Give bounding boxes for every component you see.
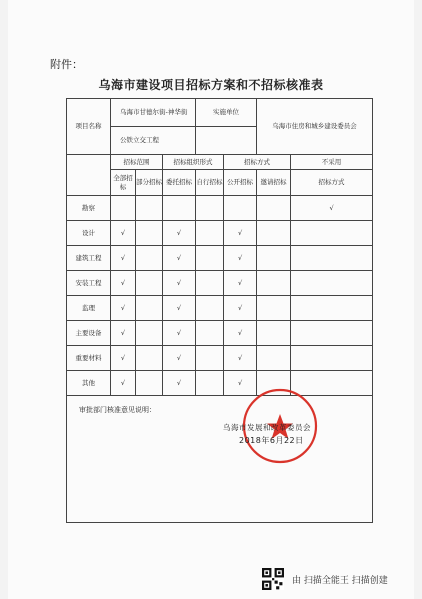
empty-cell — [136, 271, 163, 296]
blank-corner — [67, 155, 111, 196]
empty-cell — [257, 221, 291, 246]
approval-org: 乌海市发展和改革委员会 — [223, 423, 311, 432]
row-item-name: 勘察 — [67, 196, 111, 221]
approval-table — [66, 98, 373, 523]
empty-cell — [291, 321, 373, 346]
empty-cell — [196, 221, 224, 246]
check-mark: √ — [224, 346, 257, 371]
header-public: 公开招标 — [224, 170, 257, 196]
check-mark: √ — [163, 371, 196, 396]
row-item-name: 重要材料 — [67, 346, 111, 371]
empty-cell — [136, 296, 163, 321]
header-entrust: 委托招标 — [163, 170, 196, 196]
empty-cell — [136, 321, 163, 346]
empty-cell — [196, 196, 224, 221]
check-mark: √ — [224, 321, 257, 346]
table-row — [67, 321, 373, 346]
project-name-line2: 公铁立交工程 — [111, 127, 196, 155]
unit-label-cont — [196, 127, 257, 155]
project-name-line1: 乌海市甘德尔街-神华街 — [111, 99, 196, 127]
empty-cell — [196, 371, 224, 396]
header-scope: 招标范围 — [111, 155, 163, 170]
header-no-tender: 不采用 — [291, 155, 373, 170]
unit-value: 乌海市住房和城乡建设委员会 — [257, 99, 373, 155]
check-mark: √ — [163, 321, 196, 346]
empty-cell — [196, 296, 224, 321]
empty-cell — [291, 246, 373, 271]
table-row — [67, 296, 373, 321]
row-item-name: 监理 — [67, 296, 111, 321]
empty-cell — [196, 321, 224, 346]
empty-cell — [291, 221, 373, 246]
check-mark: √ — [163, 346, 196, 371]
empty-cell — [136, 371, 163, 396]
table-row — [67, 221, 373, 246]
approval-cell — [67, 396, 373, 523]
check-mark: √ — [224, 296, 257, 321]
table-row — [67, 196, 373, 221]
empty-cell — [257, 296, 291, 321]
empty-cell — [196, 271, 224, 296]
empty-cell — [257, 346, 291, 371]
empty-cell — [291, 296, 373, 321]
scanner-footer-text: 由 扫描全能王 扫描创建 — [292, 575, 388, 586]
check-mark: √ — [224, 271, 257, 296]
check-mark: √ — [224, 371, 257, 396]
empty-cell — [136, 221, 163, 246]
empty-cell — [257, 271, 291, 296]
unit-label: 实施单位 — [196, 99, 257, 127]
empty-cell — [136, 196, 163, 221]
header-invite: 邀请招标 — [257, 170, 291, 196]
empty-cell — [257, 246, 291, 271]
check-mark: √ — [111, 296, 136, 321]
approval-label: 审批部门核准意见说明： — [79, 406, 156, 414]
header-all: 全部招标 — [111, 170, 136, 196]
empty-cell — [291, 271, 373, 296]
empty-cell — [136, 246, 163, 271]
check-mark: √ — [224, 246, 257, 271]
check-mark: √ — [163, 296, 196, 321]
empty-cell — [196, 346, 224, 371]
check-mark: √ — [163, 271, 196, 296]
empty-cell — [257, 196, 291, 221]
row-item-name: 安装工程 — [67, 271, 111, 296]
table-row — [67, 346, 373, 371]
document-title: 乌海市建设项目招标方案和不招标核准表 — [98, 78, 324, 92]
header-no-tender-method: 招标方式 — [291, 170, 373, 196]
row-item-name: 主要设备 — [67, 321, 111, 346]
empty-cell — [136, 346, 163, 371]
attachment-label: 附件： — [50, 58, 83, 71]
header-self: 自行招标 — [196, 170, 224, 196]
check-mark: √ — [111, 346, 136, 371]
check-mark: √ — [111, 371, 136, 396]
header-partial: 部分招标 — [136, 170, 163, 196]
empty-cell — [196, 246, 224, 271]
check-mark: √ — [224, 221, 257, 246]
row-item-name: 设计 — [67, 221, 111, 246]
check-mark: √ — [111, 271, 136, 296]
check-mark: √ — [111, 246, 136, 271]
check-mark: √ — [111, 221, 136, 246]
project-name-label: 项目名称 — [67, 99, 111, 155]
check-mark: √ — [163, 246, 196, 271]
header-method: 招标方式 — [224, 155, 291, 170]
check-mark: √ — [163, 221, 196, 246]
row-item-name: 建筑工程 — [67, 246, 111, 271]
empty-cell — [291, 346, 373, 371]
item-rows — [67, 196, 373, 396]
qr-code-icon — [262, 568, 284, 590]
scanner-footer — [262, 568, 388, 590]
approval-date: 2018年6月22日 — [239, 436, 304, 445]
header-org-form: 招标组织形式 — [163, 155, 224, 170]
check-mark: √ — [291, 196, 373, 221]
check-mark: √ — [111, 321, 136, 346]
row-item-name: 其他 — [67, 371, 111, 396]
table-row — [67, 271, 373, 296]
empty-cell — [224, 196, 257, 221]
table-row — [67, 371, 373, 396]
empty-cell — [111, 196, 136, 221]
empty-cell — [257, 321, 291, 346]
empty-cell — [163, 196, 196, 221]
table-row — [67, 246, 373, 271]
